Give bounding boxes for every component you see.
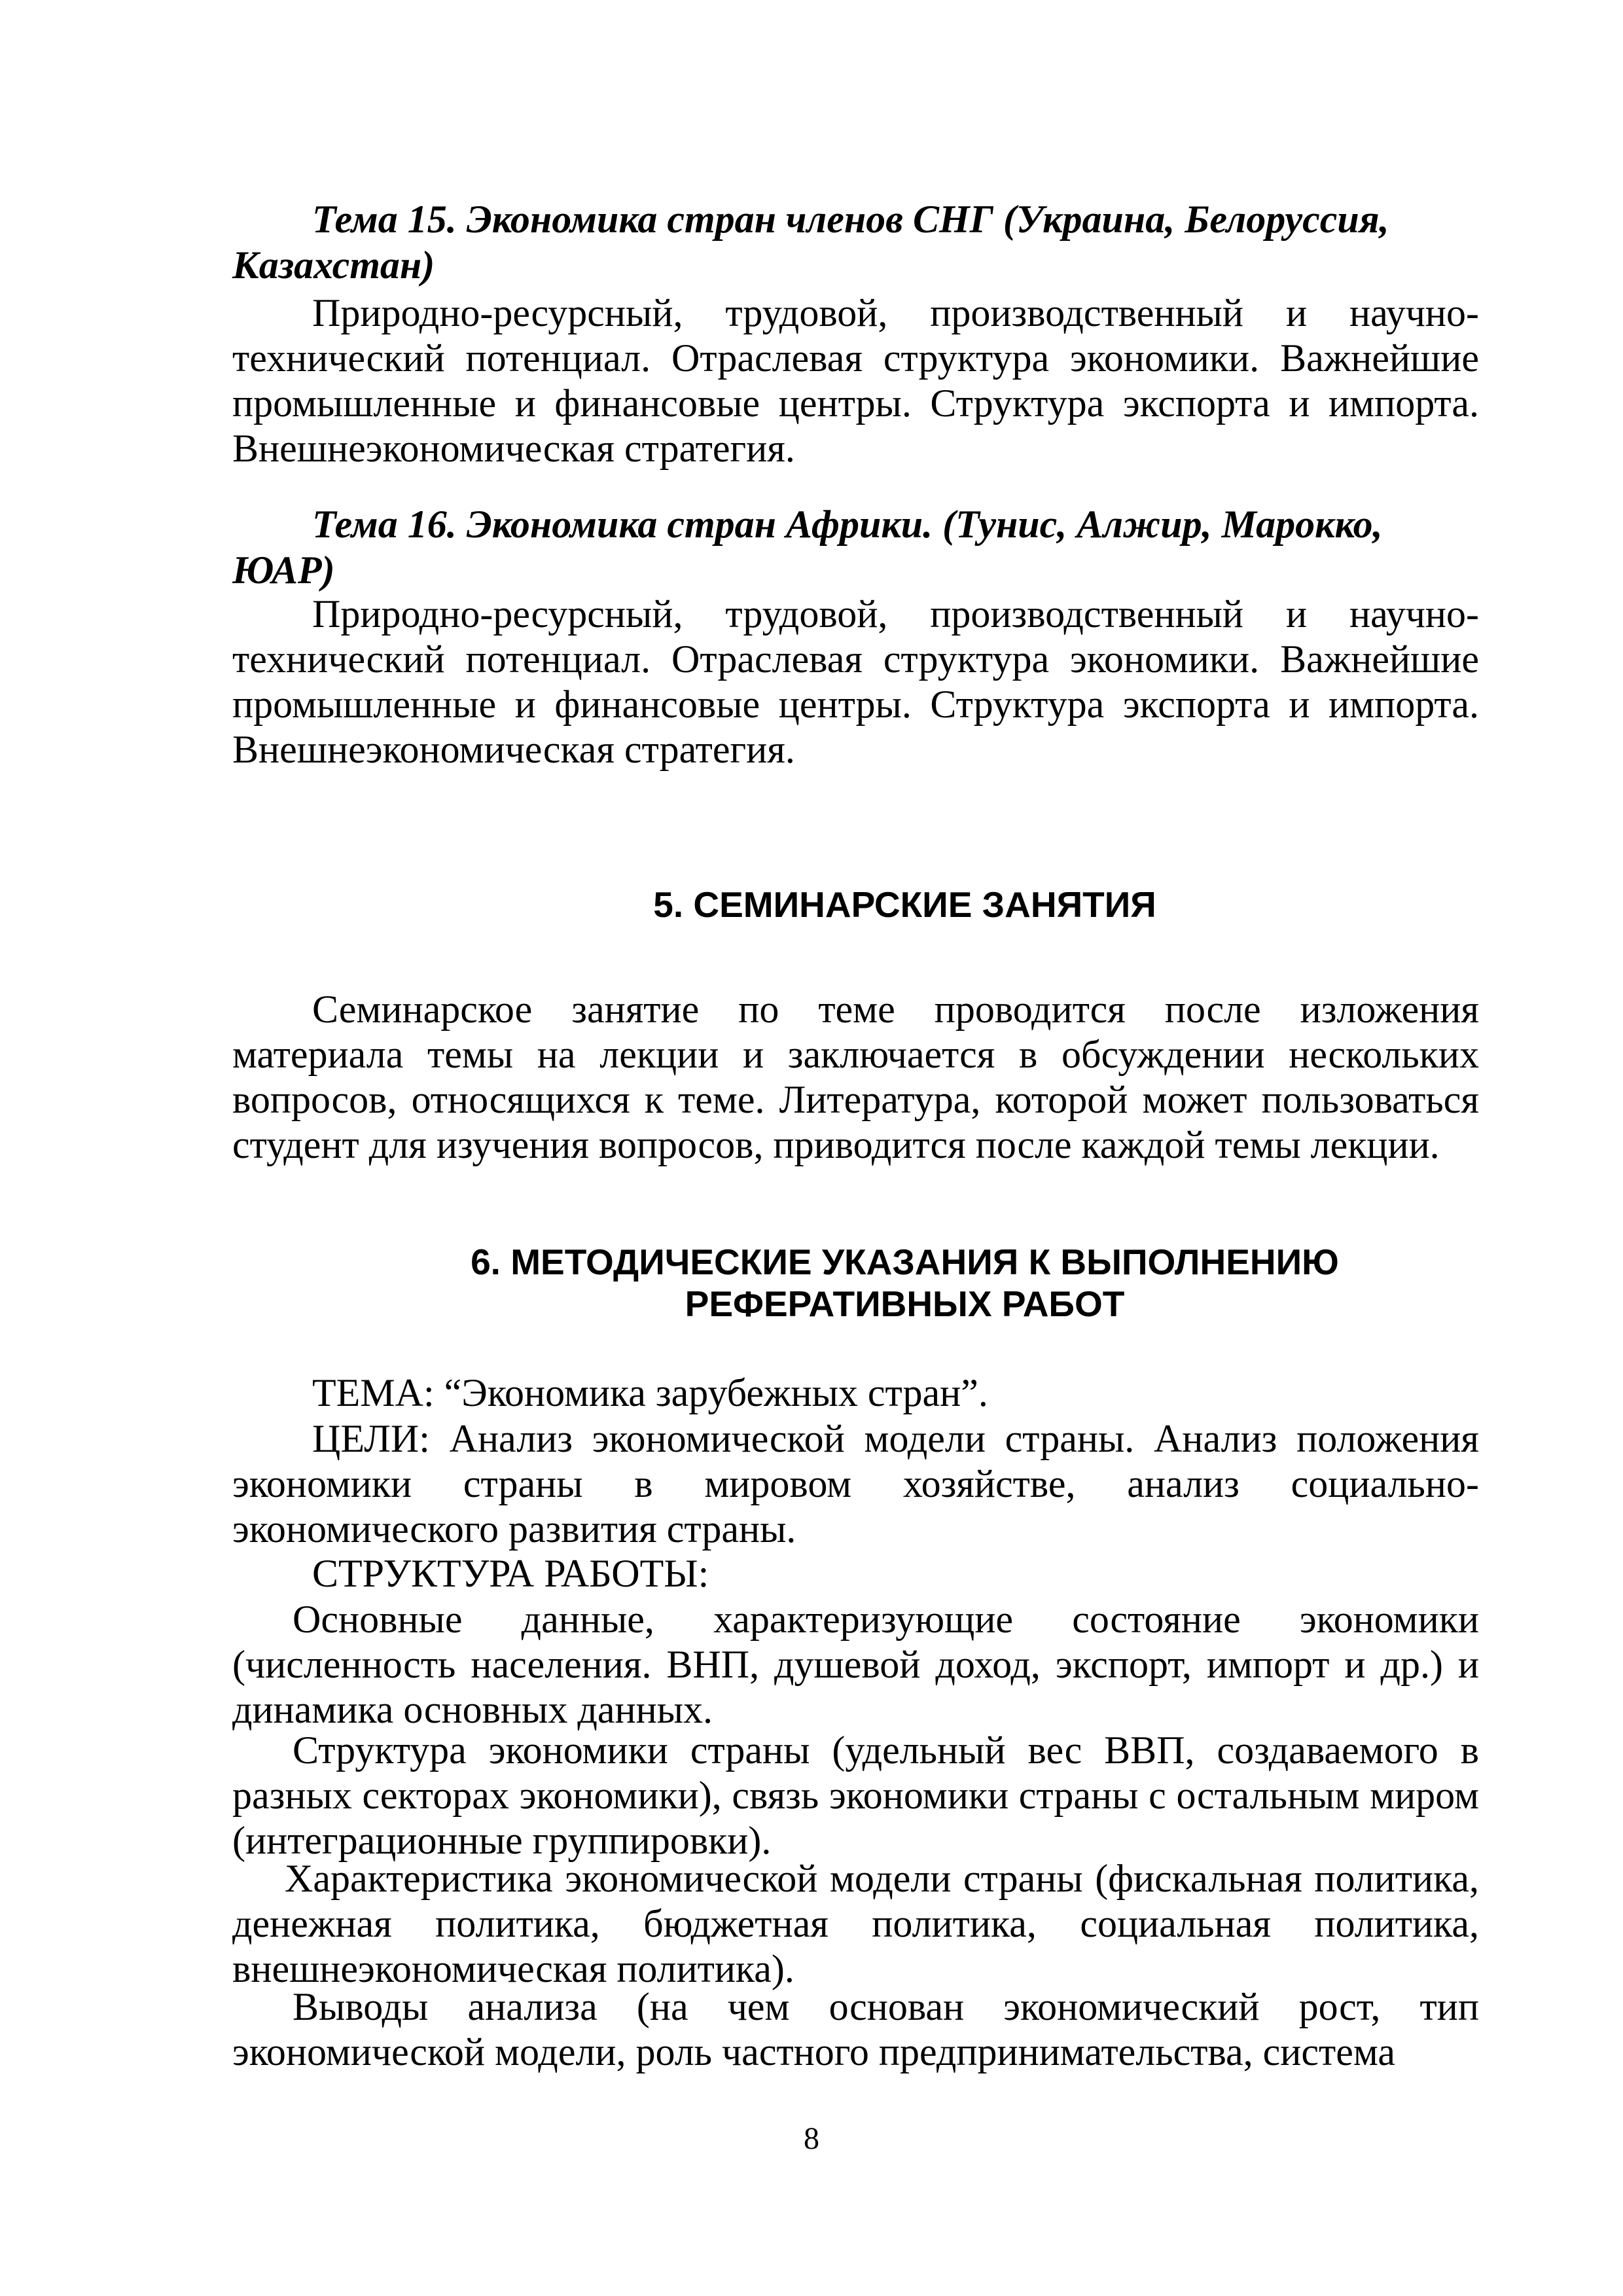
- section-5-title: 5. СЕМИНАРСКИЕ ЗАНЯТИЯ: [653, 884, 1156, 925]
- topic-16-title: Тема 16. Экономика стран Африки. (Тунис, Алжир, Марокко, ЮАР): [232, 503, 1383, 592]
- topic-16-body: Природно-ресурсный, трудовой, производственный и научно-технический потенциал. Отраслевая структура экономики. Важнейшие промышленные и финансовые центры. Структура экспорта и импорта. Внешнеэкономическая стратегия.: [232, 592, 1479, 771]
- structure-item-4: Выводы анализа (на чем основан экономический рост, тип экономической модели, роль частного предпринимательства, система: [232, 1985, 1479, 2073]
- section-6-title-line-1: 6. МЕТОДИЧЕСКИЕ УКАЗАНИЯ К ВЫПОЛНЕНИЮ: [471, 1242, 1339, 1282]
- structure-item-2: Структура экономики страны (удельный вес ВВП, создаваемого в разных секторах экономики), связь экономики страны с остальным миром (интеграционные группировки).: [232, 1729, 1479, 1862]
- section-6-title-line-2: РЕФЕРАТИВНЫХ РАБОТ: [685, 1283, 1125, 1324]
- topic-15-title: Тема 15. Экономика стран членов СНГ (Украина, Белоруссия, Казахстан): [232, 198, 1389, 287]
- structure-item-1: Основные данные, характеризующие состояние экономики (численность населения. ВНП, душевой доход, экспорт, импорт и др.) и динамика основных данных.: [232, 1598, 1479, 1731]
- topic-15-body: Природно-ресурсный, трудовой, производственный и научно-технический потенциал. Отраслевая структура экономики. Важнейшие промышленные и финансовые центры. Структура экспорта и импорта. Внешнеэкономическая стратегия.: [232, 291, 1479, 470]
- section-6-theme: ТЕМА: “Экономика зарубежных стран”.: [312, 1371, 988, 1414]
- page-number: 8: [804, 2121, 819, 2156]
- structure-item-3: Характеристика экономической модели страны (фискальная политика, денежная политика, бюджетная политика, социальная политика, внешнеэкономическая политика).: [232, 1857, 1479, 1990]
- section-5-body: Семинарское занятие по теме проводится после изложения материала темы на лекции и заключается в обсуждении нескольких вопросов, относящихся к теме. Литература, которой может пользоваться студент для изучения вопросов, приводится после каждой темы лекции.: [232, 988, 1479, 1166]
- section-6-structure-heading: СТРУКТУРА РАБОТЫ:: [312, 1552, 709, 1595]
- section-6-goals: ЦЕЛИ: Анализ экономической модели страны. Анализ положения экономики страны в мировом хозяйстве, анализ социально-экономического развития страны.: [232, 1417, 1479, 1551]
